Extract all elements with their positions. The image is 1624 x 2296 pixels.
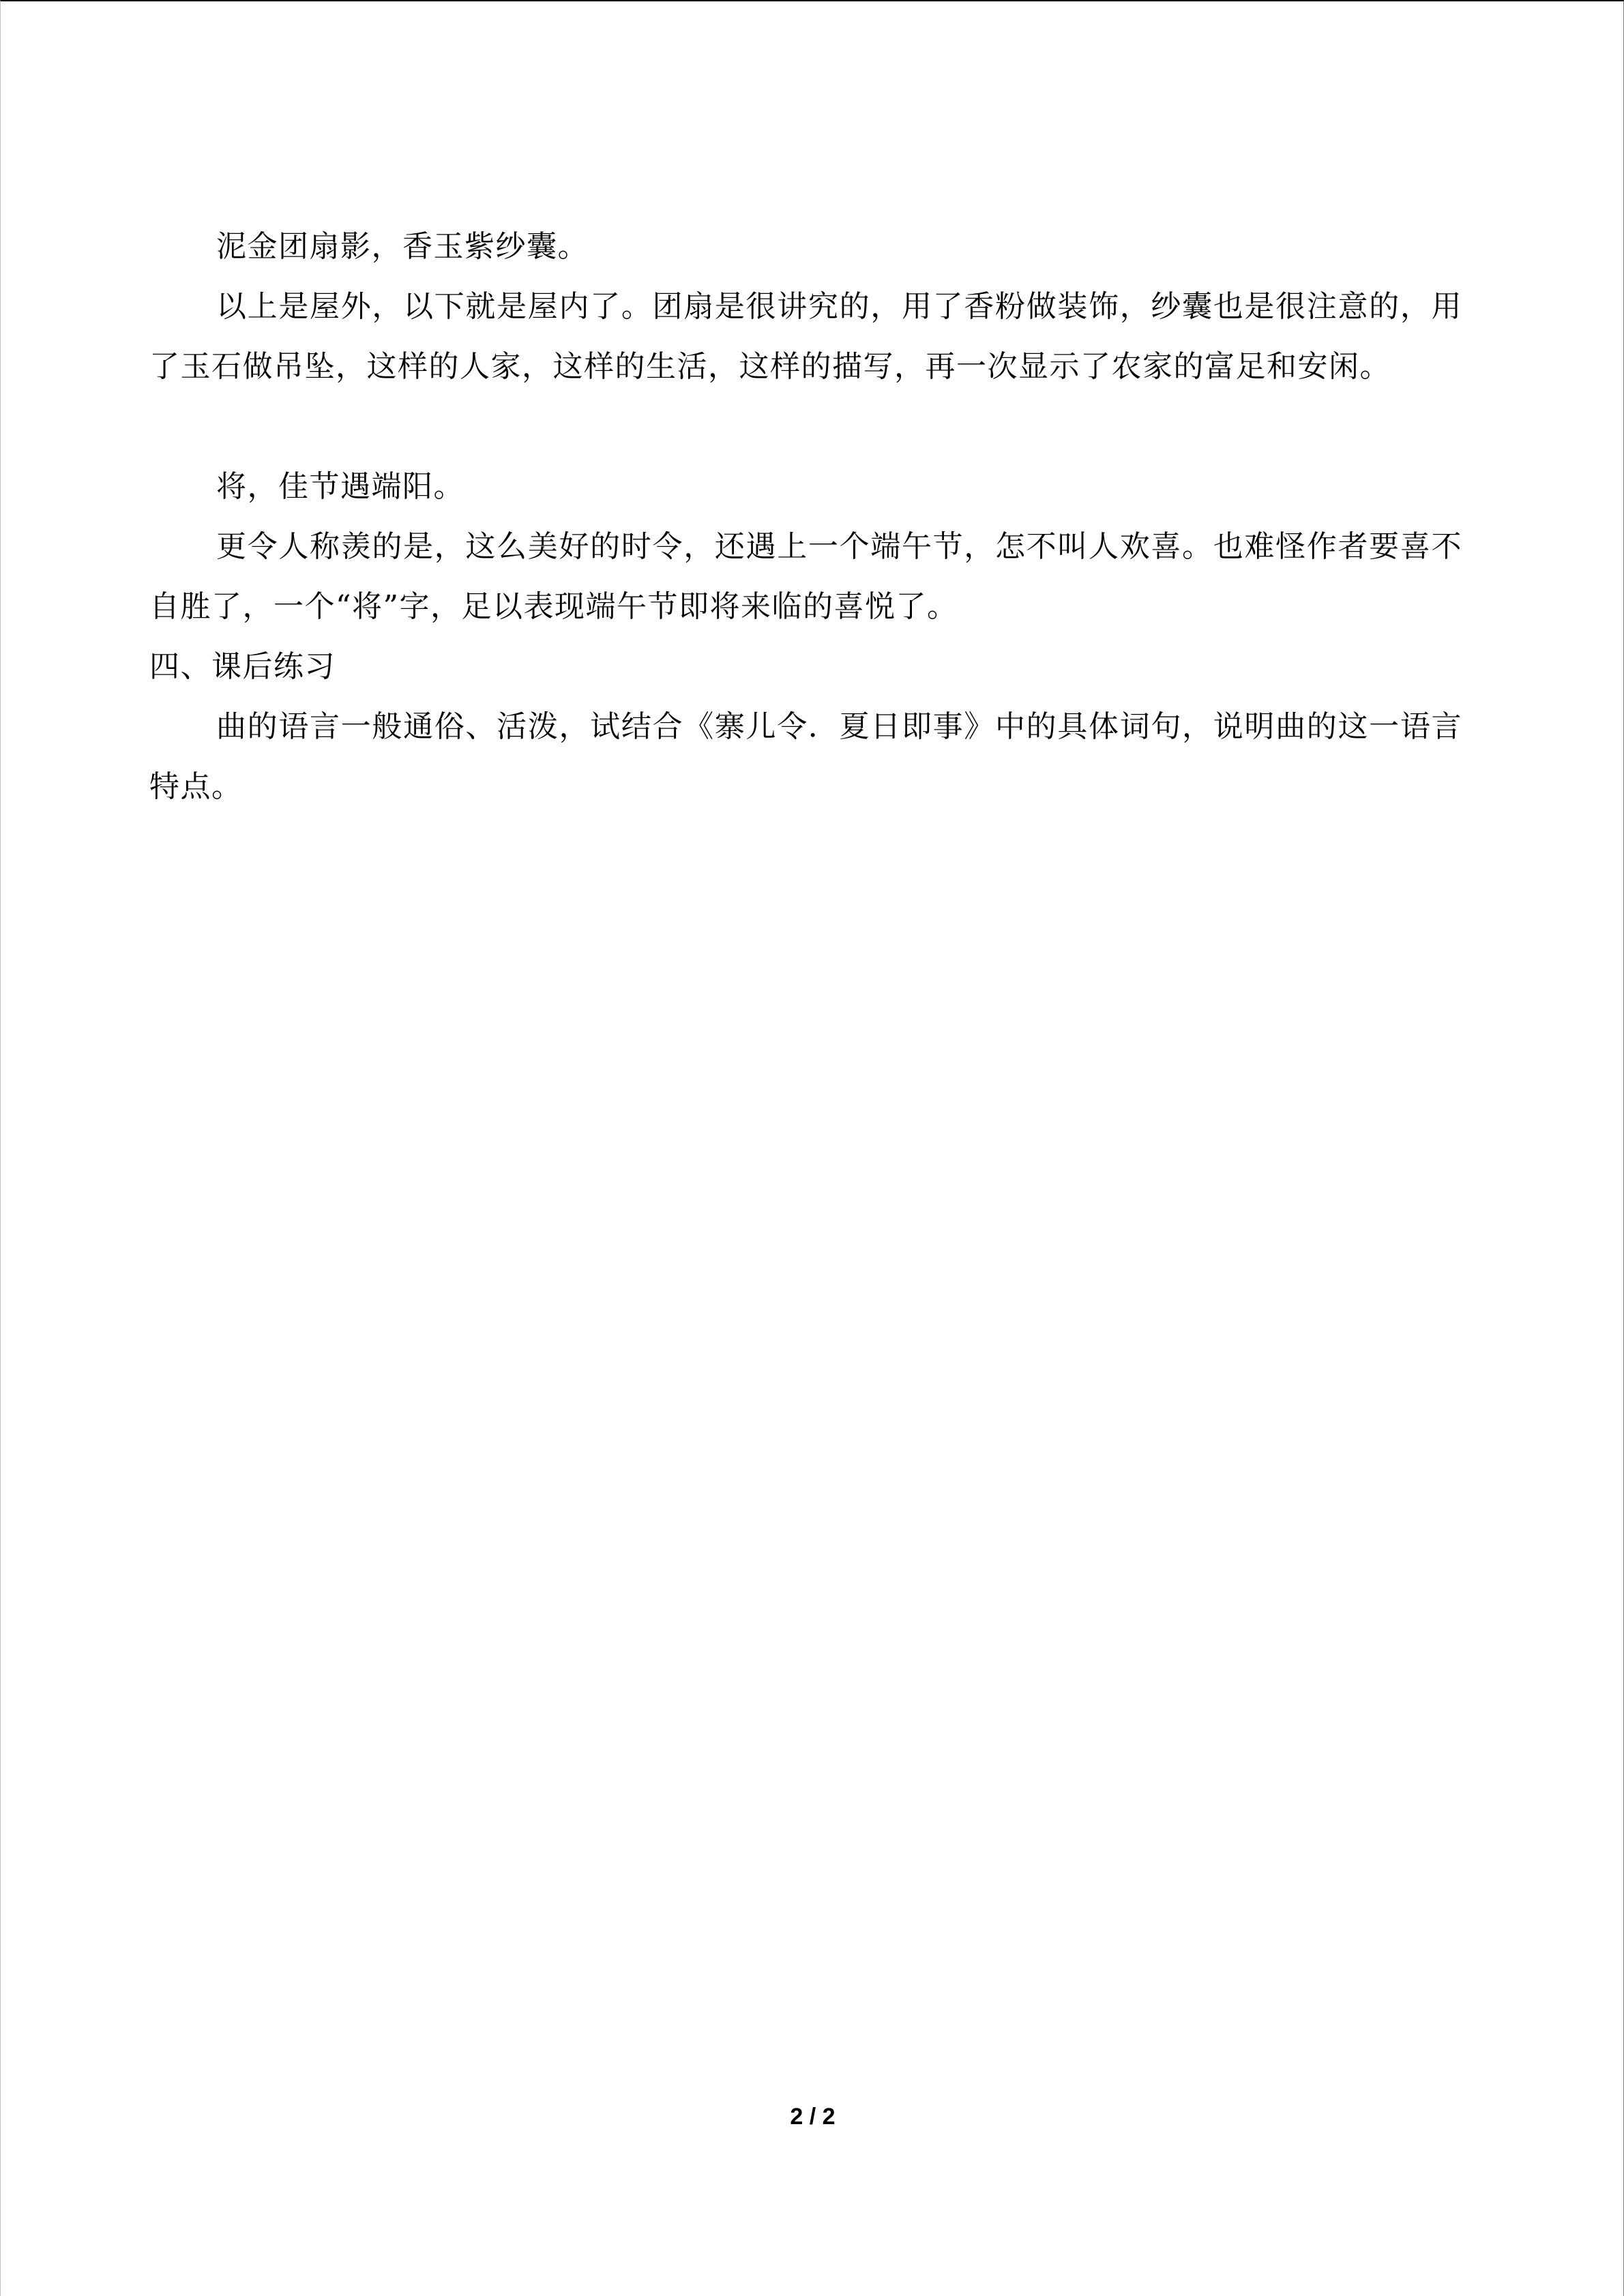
page-body (149, 217, 1462, 817)
exercise-paragraph: 曲的语言一般通俗、活泼，试结合《寨儿令．夏日即事》中的具体词句，说明曲的这一语言特点。 (149, 709, 1462, 804)
commentary-paragraph-2: 更令人称羡的是，这么美好的时令，还遇上一个端午节，怎不叫人欢喜。也难怪作者要喜不自胜了，一个“将”字，足以表现端午节即将来临的喜悦了。 (149, 529, 1462, 624)
verse-line-2: 将，佳节遇端阳。 (216, 469, 464, 504)
verse-line-1: 泥金团扇影，香玉紫纱囊。 (216, 229, 589, 264)
paragraph-spacer (149, 397, 1462, 457)
section-heading: 四、课后练习 (149, 649, 336, 684)
page-number: 2 / 2 (790, 2104, 836, 2130)
commentary-paragraph-1: 以上是屋外，以下就是屋内了。团扇是很讲究的，用了香粉做装饰，纱囊也是很注意的，用了玉石做吊坠，这样的人家，这样的生活，这样的描写，再一次显示了农家的富足和安闲。 (149, 289, 1462, 384)
